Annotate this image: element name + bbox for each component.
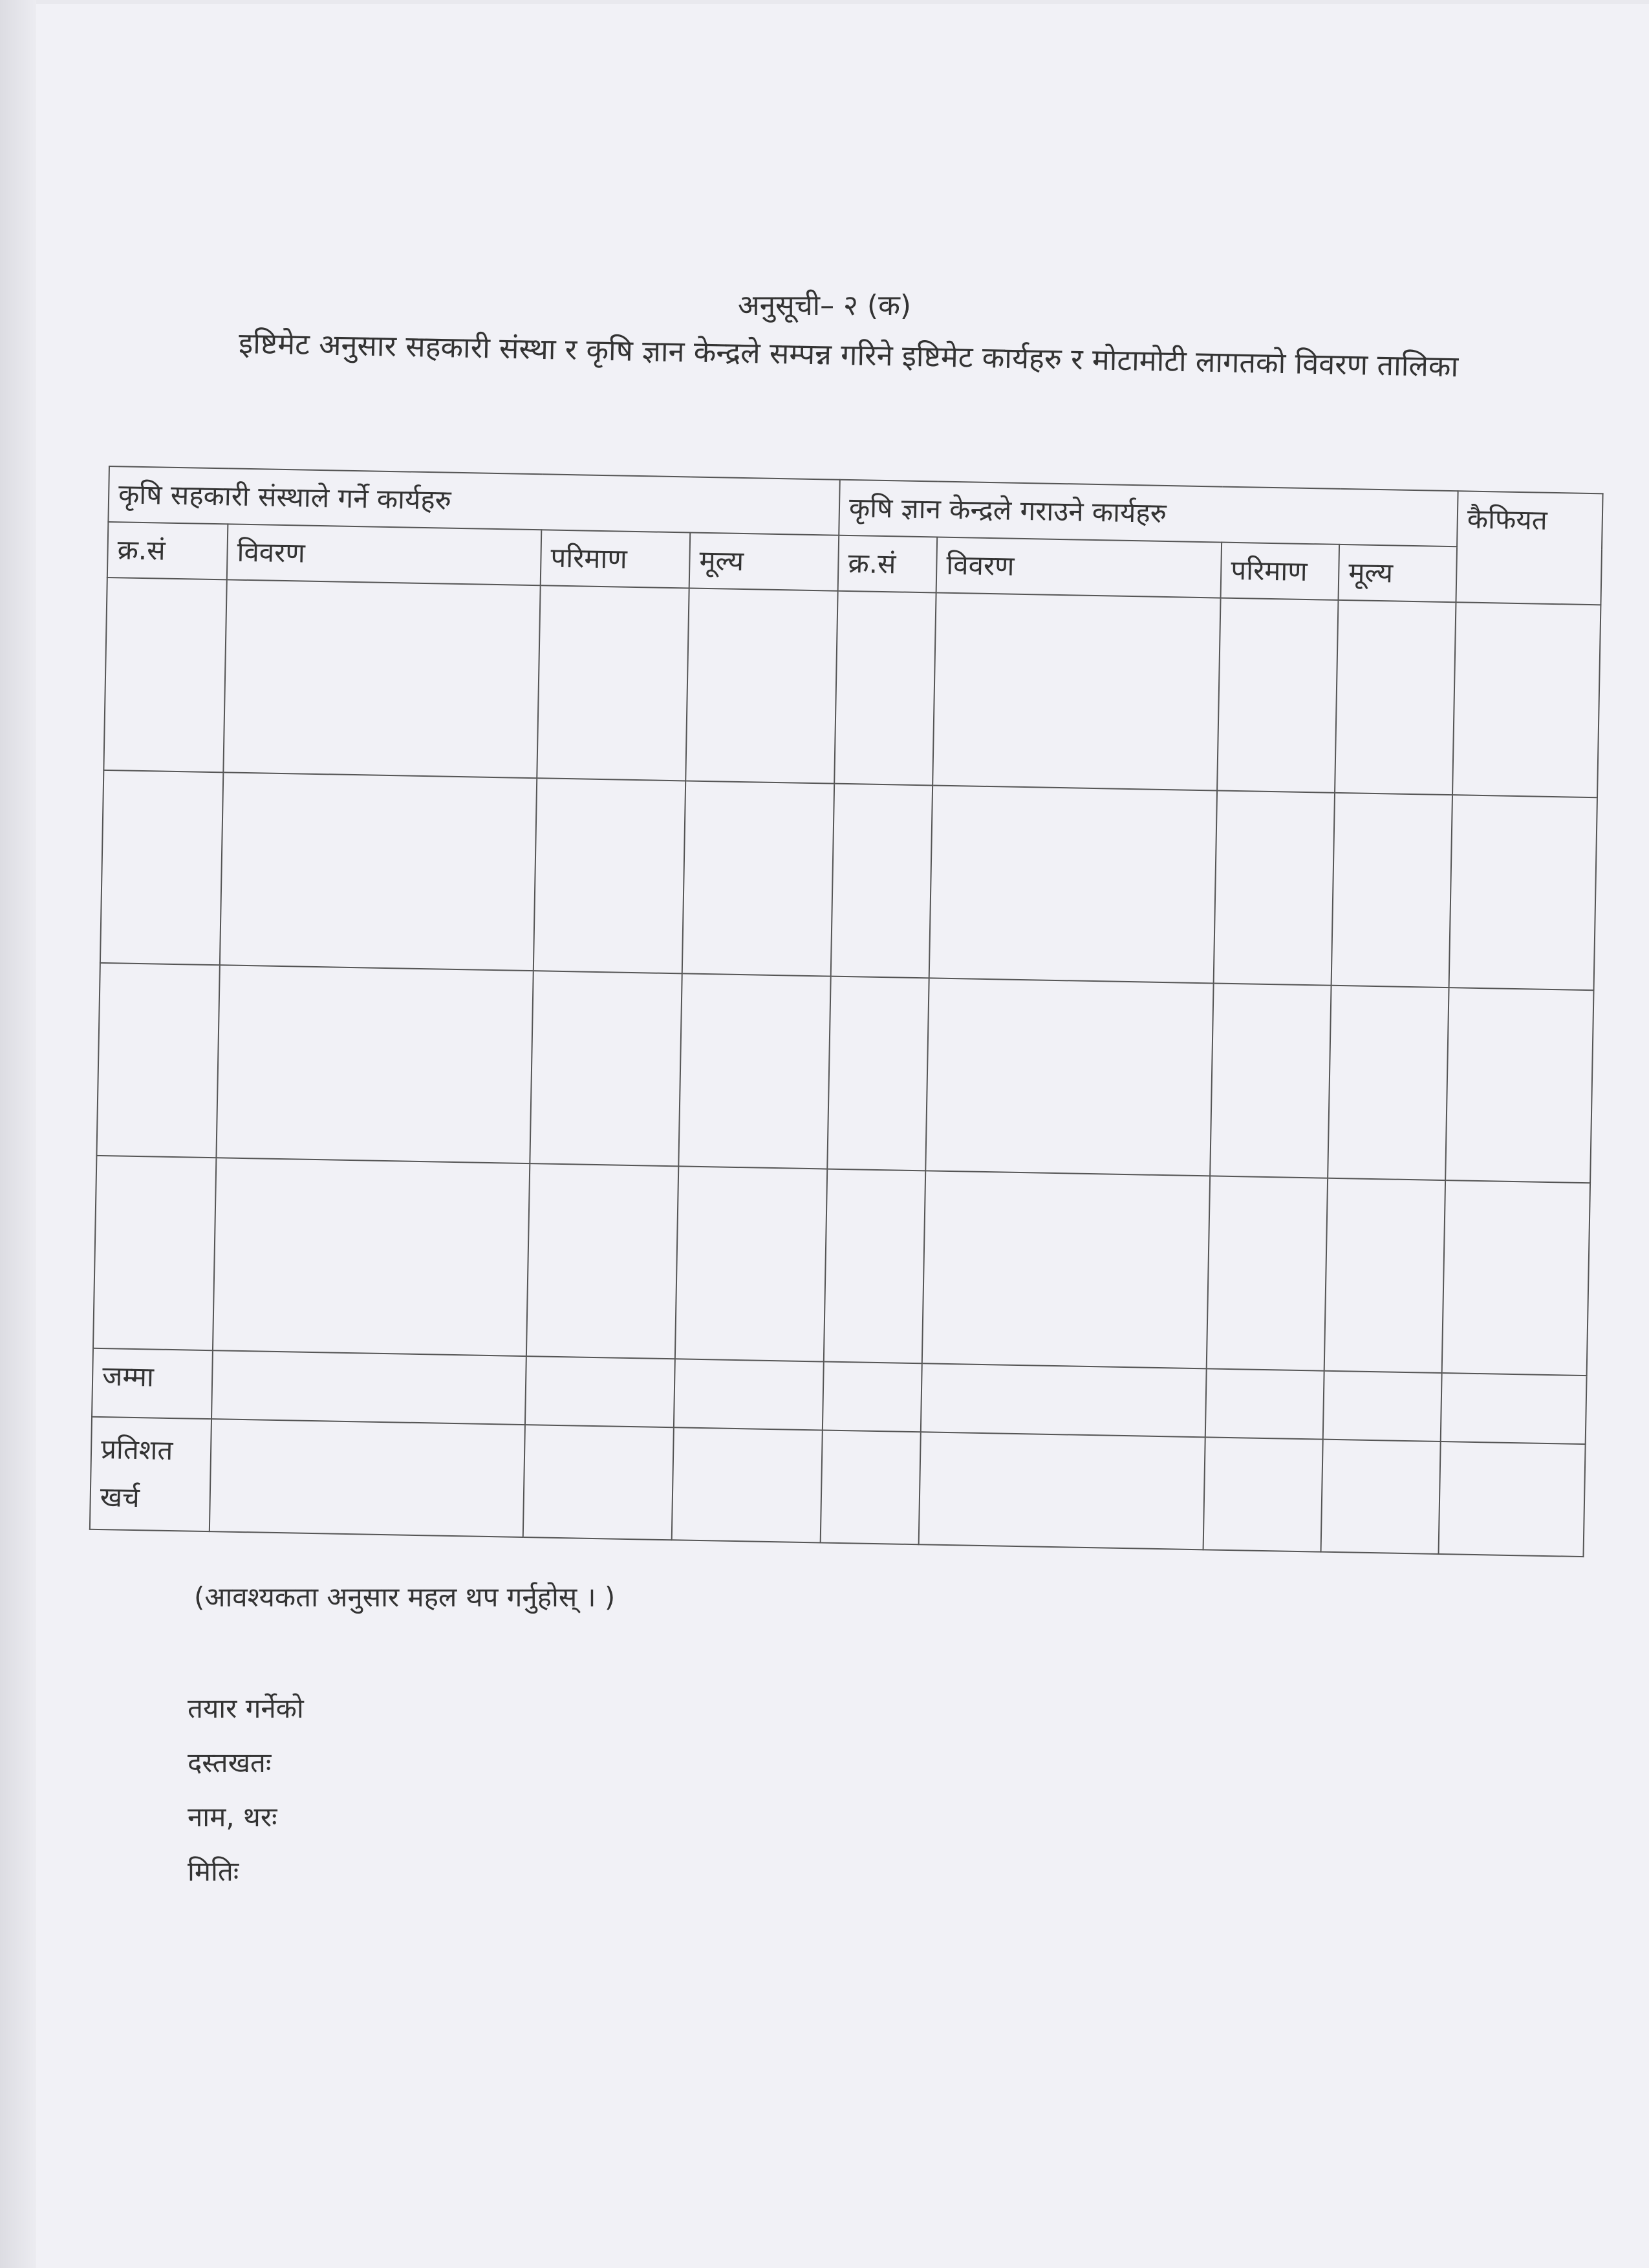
table-row [103, 578, 1600, 797]
schedule-heading: अनुसूची– २ (क) [737, 289, 912, 322]
table-cell [216, 965, 533, 1163]
table-cell [675, 1166, 827, 1361]
budget-table-wrapper [89, 466, 1602, 1557]
table-cell [211, 1350, 526, 1425]
table-cell [523, 1425, 674, 1540]
table-cell [103, 578, 226, 772]
table-cell [1442, 1180, 1590, 1376]
center-value-header: मूल्य [1339, 545, 1458, 602]
table-cell [534, 778, 685, 973]
table-subject: इष्टिमेट अनुसार सहकारी संस्था र कृषि ज्ञान केन्द्रले सम्पन्न गरिने इष्टिमेट कार्यहरु र मोटामोटी लागतको विवरण तालिका [238, 325, 1459, 384]
table-cell [831, 784, 932, 978]
table-cell [1439, 1442, 1586, 1557]
table-cell [210, 1419, 525, 1537]
table-cell [96, 963, 219, 1158]
table-cell [1445, 988, 1593, 1183]
prepared-by-label: तयार गर्नेको [188, 1692, 304, 1724]
center-quantity-header: परिमाण [1221, 543, 1340, 600]
table-cell [929, 785, 1217, 983]
table-cell [1323, 1371, 1442, 1442]
coop-serial-header: क्र.सं [107, 522, 228, 579]
table-cell [685, 588, 837, 783]
table-cell [1321, 1440, 1441, 1554]
table-cell [213, 1158, 530, 1356]
table-cell [1449, 795, 1597, 990]
percent-label-line1: प्रतिशत [100, 1433, 173, 1467]
table-cell [530, 971, 682, 1166]
name-label: नाम, थरः [188, 1801, 277, 1833]
table-cell [526, 1163, 678, 1359]
group-cooperative-header: कृषि सहकारी संस्थाले गर्ने कार्यहरु [108, 466, 839, 535]
table-cell [821, 1430, 921, 1544]
table-cell [1328, 986, 1449, 1180]
signature-label: दस्तखतः [188, 1747, 272, 1778]
coop-description-header: विवरण [227, 524, 541, 585]
budget-table [89, 466, 1604, 1557]
table-cell [1335, 600, 1456, 795]
coop-value-header: मूल्य [689, 532, 839, 590]
table-cell [674, 1359, 824, 1430]
table-cell [827, 977, 929, 1171]
table-cell [1207, 1176, 1328, 1370]
percent-label-line2: खर्च [100, 1481, 140, 1514]
table-cell [220, 772, 537, 971]
table-cell [1217, 598, 1338, 793]
table-cell [1205, 1368, 1324, 1439]
table-cell [919, 1432, 1205, 1550]
table-cell [1214, 790, 1335, 985]
group-knowledge-center-header: कृषि ज्ञान केन्द्रले गराउने कार्यहरु [839, 480, 1458, 547]
total-label: जम्मा [92, 1348, 213, 1419]
scan-edge-shadow [0, 0, 36, 2268]
table-cell [682, 781, 834, 976]
table-cell [100, 770, 223, 965]
table-cell [823, 1361, 922, 1432]
remarks-header: कैफियत [1456, 491, 1603, 605]
table-row [100, 770, 1597, 990]
table-cell [925, 978, 1213, 1176]
table-cell [834, 591, 936, 786]
date-label: मितिः [188, 1855, 239, 1887]
coop-quantity-header: परिमाण [541, 530, 691, 588]
table-cell [678, 973, 830, 1169]
add-columns-note: (आवश्यकता अनुसार महल थप गर्नुहोस् । ) [194, 1581, 616, 1613]
table-cell [921, 1363, 1207, 1437]
table-cell [672, 1427, 823, 1542]
table-cell [1441, 1373, 1587, 1444]
table-cell [932, 592, 1220, 790]
center-description-header: विवरण [936, 537, 1222, 598]
table-cell [525, 1356, 675, 1427]
signature-block [188, 1681, 304, 1899]
table-cell [1331, 793, 1452, 988]
center-serial-header: क्र.सं [838, 535, 938, 593]
table-cell [824, 1169, 925, 1364]
table-cell [93, 1156, 216, 1350]
table-cell [1203, 1437, 1323, 1551]
table-cell [223, 579, 540, 778]
table-cell [922, 1171, 1210, 1368]
table-cell [1452, 602, 1600, 797]
table-row [96, 963, 1593, 1183]
table-cell [1210, 983, 1331, 1178]
table-row [93, 1156, 1590, 1376]
table-cell [1324, 1178, 1445, 1373]
table-cell [537, 585, 689, 781]
percent-expense-label [90, 1417, 211, 1531]
